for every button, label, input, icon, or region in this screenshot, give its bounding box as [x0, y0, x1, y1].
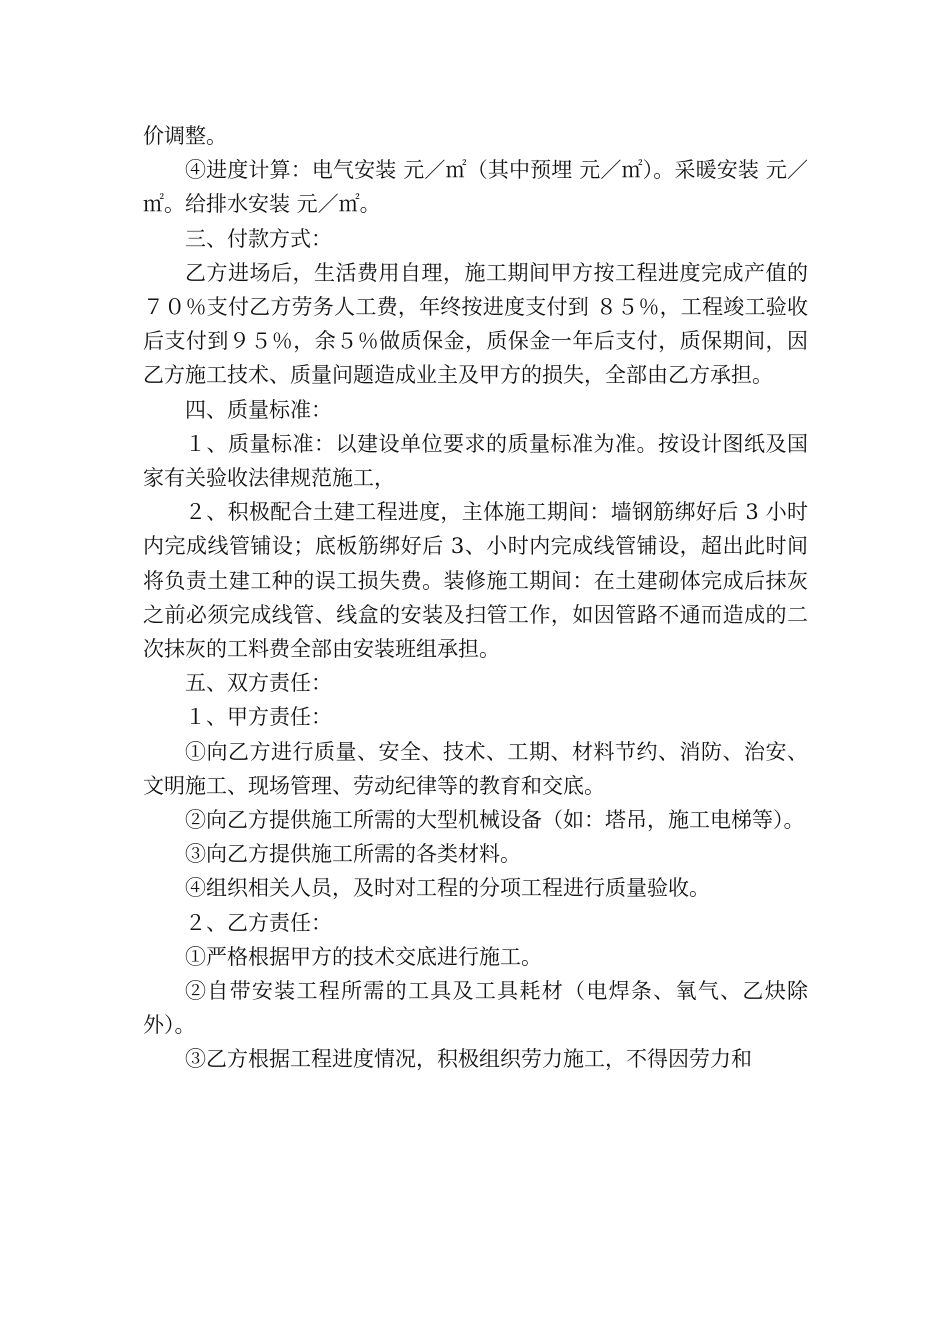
paragraph-quality-standard-1: １、质量标准：以建设单位要求的质量标准为准。按设计图纸及国家有关验收法律规范施工， — [143, 431, 808, 491]
heading-party-a-responsibility: １、甲方责任： — [185, 705, 332, 730]
paragraph-progress-calculation: ④进度计算：电气安装 元／㎡（其中预埋 元／㎡）。采暖安装 元／㎡。给排水安装 元／㎡。 — [143, 158, 808, 217]
paragraph-party-b-item-1: ①严格根据甲方的技术交底进行施工。 — [185, 944, 542, 969]
paragraph-payment-terms: 乙方进场后，生活费用自理，施工期间甲方按工程进度完成产值的７０％支付乙方劳务人工费，年终按进度支付到 ８５％，工程竣工验收后支付到９５％，余５％做质保金，质保金一年后支付，质保期间，因乙方施工技术、质量问题造成业主及甲方的损失，全部由乙方承担。 — [143, 260, 808, 388]
paragraph-party-a-item-2: ②向乙方提供施工所需的大型机械设备（如：塔吊，施工电梯等）。 — [185, 808, 805, 833]
heading-quality-standard: 四、质量标准： — [185, 397, 332, 422]
paragraph-party-b-item-2: ②自带安装工程所需的工具及工具耗材（电焊条、氧气、乙炔除外）。 — [143, 979, 808, 1038]
heading-party-b-responsibility: ２、乙方责任： — [185, 910, 332, 935]
paragraph-party-b-item-3: ③乙方根据工程进度情况，积极组织劳力施工，不得因劳力和 — [185, 1047, 752, 1072]
heading-payment-method: 三、付款方式： — [185, 226, 332, 251]
paragraph-party-a-item-4: ④组织相关人员，及时对工程的分项工程进行质量验收。 — [185, 876, 710, 901]
heading-responsibilities: 五、双方责任： — [185, 671, 332, 696]
paragraph-party-a-item-3: ③向乙方提供施工所需的各类材料。 — [185, 842, 521, 867]
paragraph-quality-standard-2: ２、积极配合土建工程进度，主体施工期间：墙钢筋绑好后 3 小时内完成线管铺设；底板筋绑好后 3、小时内完成线管铺设，超出此时间将负责土建工种的误工损失费。装修施工期间：在土建砌体完成后抹灰之前必须完成线管、线盒的安装及扫管工作，如因管路不通而造成的二次抹灰的工料费全部由安装班组承担。 — [143, 500, 808, 662]
document-body — [143, 119, 808, 1077]
paragraph-party-a-item-1: ①向乙方进行质量、安全、技术、工期、材料节约、消防、治安、文明施工、现场管理、劳动纪律等的教育和交底。 — [143, 739, 808, 798]
paragraph-price-adjustment: 价调整。 — [143, 124, 227, 148]
